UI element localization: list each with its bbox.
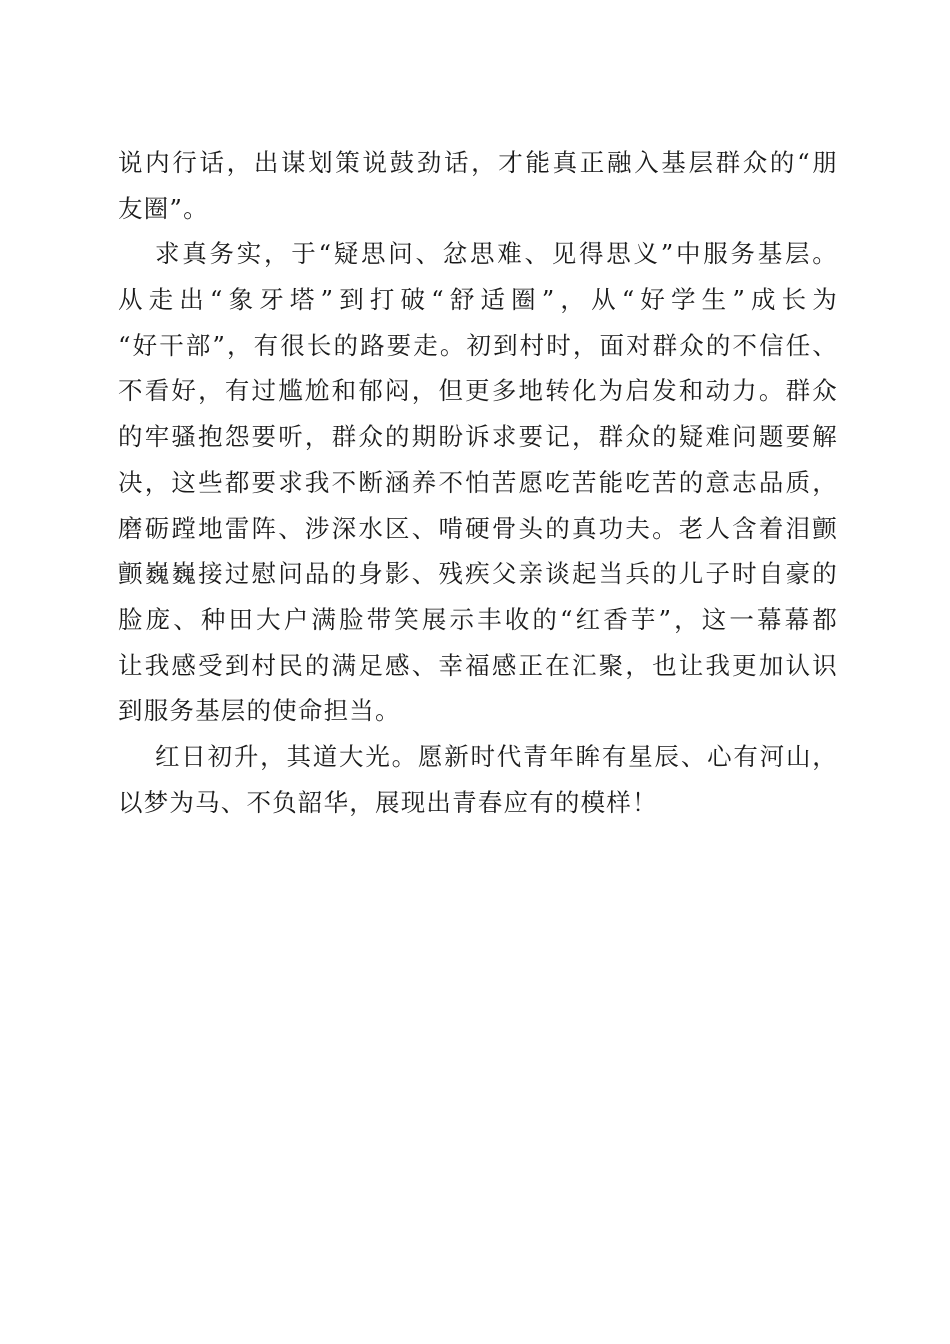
text-line: 从走出“象牙塔”到打破“舒适圈”，从“好学生”成长为 [118,285,838,315]
text-line: 决，这些都要求我不断涵养不怕苦愿吃苦能吃苦的意志品质， [118,467,838,497]
text-line: “好干部”，有很长的路要走。初到村时，面对群众的不信任、 [118,330,838,360]
text-line: 让我感受到村民的满足感、幸福感正在汇聚，也让我更加认识 [118,650,838,680]
document-body [118,140,838,825]
text-line: 说内行话，出谋划策说鼓劲话，才能真正融入基层群众的“朋 [118,148,838,177]
text-line: 的牢骚抱怨要听，群众的期盼诉求要记，群众的疑难问题要解 [118,422,838,452]
text-line: 不看好，有过尴尬和郁闷，但更多地转化为启发和动力。群众 [118,376,838,406]
text-line: 磨砺蹚地雷阵、涉深水区、啃硬骨头的真功夫。老人含着泪颤 [118,513,838,543]
text-line: 以梦为马、不负韶华，展现出青春应有的模样！ [118,787,658,817]
text-line: 到服务基层的使命担当。 [118,696,401,726]
text-line: 颤巍巍接过慰问品的身影、残疾父亲谈起当兵的儿子时自豪的 [118,559,838,589]
paragraph [118,231,838,734]
paragraph [118,140,838,231]
text-line: 红日初升，其道大光。愿新时代青年眸有星辰、心有河山， [155,741,838,771]
paragraph [118,734,838,825]
text-line: 友圈”。 [118,193,209,223]
text-line: 脸庞、种田大户满脸带笑展示丰收的“红香芋”，这一幕幕都 [118,604,838,634]
text-line: 求真务实，于“疑思问、忿思难、见得思义”中服务基层。 [155,239,838,269]
